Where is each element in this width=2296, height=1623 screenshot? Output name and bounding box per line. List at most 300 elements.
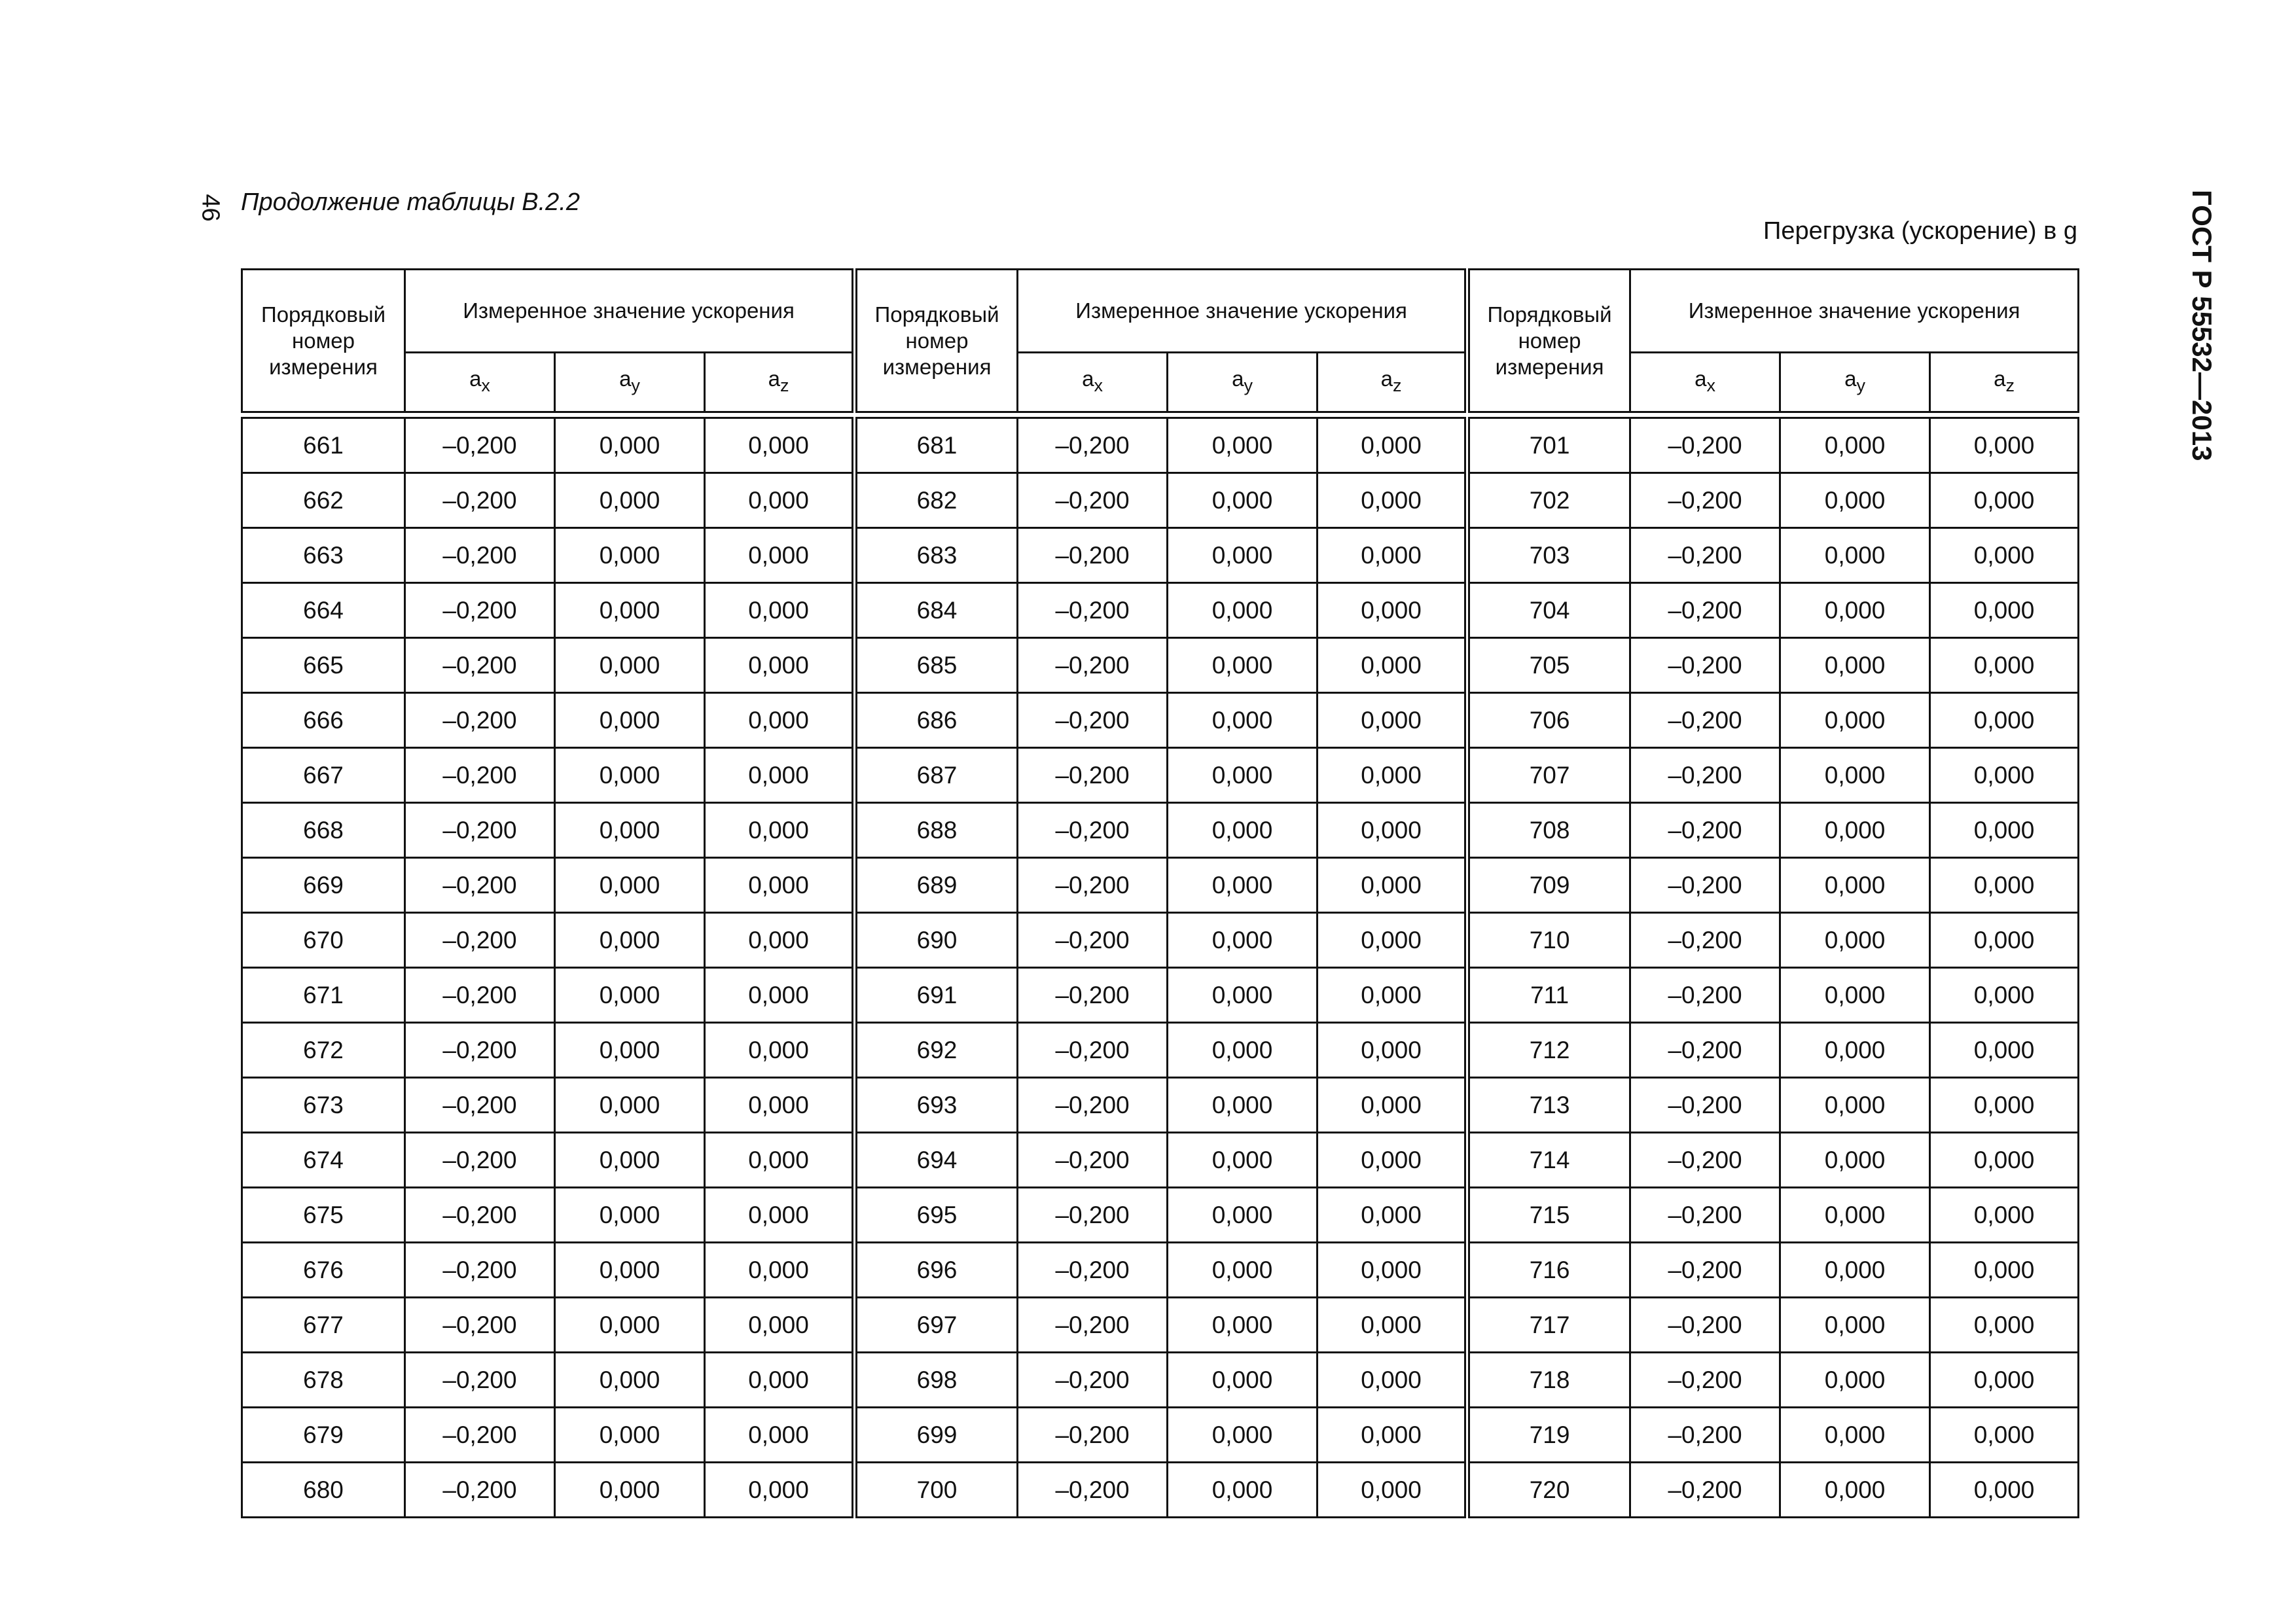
column-header-ay bbox=[1168, 353, 1318, 412]
header-row-axes bbox=[242, 353, 2079, 412]
az-cell: 0,000 bbox=[1930, 1078, 2079, 1133]
ay-cell: 0,000 bbox=[1168, 913, 1318, 968]
ax-cell: –0,200 bbox=[1018, 528, 1168, 583]
az-cell: 0,000 bbox=[1930, 1353, 2079, 1408]
axis-letter: a bbox=[1082, 366, 1094, 391]
table-row bbox=[242, 1188, 2079, 1243]
axis-letter: a bbox=[1695, 366, 1707, 391]
column-header-measured: Измеренное значение ускорения bbox=[1630, 270, 2079, 353]
ay-cell: 0,000 bbox=[1168, 1408, 1318, 1463]
ax-cell: –0,200 bbox=[405, 968, 555, 1023]
az-cell: 0,000 bbox=[705, 913, 855, 968]
index-cell: 675 bbox=[242, 1188, 405, 1243]
ay-cell: 0,000 bbox=[555, 1023, 705, 1078]
az-cell: 0,000 bbox=[705, 1078, 855, 1133]
index-cell: 708 bbox=[1467, 803, 1630, 858]
ay-cell: 0,000 bbox=[1780, 1408, 1930, 1463]
header-row-top bbox=[242, 270, 2079, 353]
ax-cell: –0,200 bbox=[1630, 583, 1780, 638]
ay-cell: 0,000 bbox=[1780, 748, 1930, 803]
ax-cell: –0,200 bbox=[1630, 803, 1780, 858]
index-cell: 699 bbox=[855, 1408, 1018, 1463]
table-row bbox=[242, 1243, 2079, 1298]
column-header-ax bbox=[405, 353, 555, 412]
ay-cell: 0,000 bbox=[1168, 1023, 1318, 1078]
column-header-index: Порядковый номер измерения bbox=[855, 270, 1018, 412]
index-cell: 703 bbox=[1467, 528, 1630, 583]
az-cell: 0,000 bbox=[705, 748, 855, 803]
az-cell: 0,000 bbox=[1930, 748, 2079, 803]
ay-cell: 0,000 bbox=[555, 803, 705, 858]
az-cell: 0,000 bbox=[1930, 418, 2079, 473]
ay-cell: 0,000 bbox=[555, 1078, 705, 1133]
axis-subscript: z bbox=[780, 376, 789, 395]
index-cell: 706 bbox=[1467, 693, 1630, 748]
index-cell: 687 bbox=[855, 748, 1018, 803]
ay-cell: 0,000 bbox=[555, 1243, 705, 1298]
ay-cell: 0,000 bbox=[1780, 583, 1930, 638]
ax-cell: –0,200 bbox=[405, 638, 555, 693]
index-cell: 674 bbox=[242, 1133, 405, 1188]
ax-cell: –0,200 bbox=[405, 1023, 555, 1078]
ay-cell: 0,000 bbox=[1168, 693, 1318, 748]
index-cell: 676 bbox=[242, 1243, 405, 1298]
table-row bbox=[242, 528, 2079, 583]
ax-cell: –0,200 bbox=[405, 1298, 555, 1353]
table-row bbox=[242, 473, 2079, 528]
ay-cell: 0,000 bbox=[1780, 638, 1930, 693]
index-cell: 662 bbox=[242, 473, 405, 528]
az-cell: 0,000 bbox=[1318, 473, 1467, 528]
az-cell: 0,000 bbox=[1930, 638, 2079, 693]
axis-subscript: y bbox=[1244, 376, 1253, 395]
ax-cell: –0,200 bbox=[1018, 803, 1168, 858]
az-cell: 0,000 bbox=[1318, 583, 1467, 638]
ax-cell: –0,200 bbox=[1018, 418, 1168, 473]
ay-cell: 0,000 bbox=[555, 693, 705, 748]
ax-cell: –0,200 bbox=[1630, 1243, 1780, 1298]
table-row bbox=[242, 418, 2079, 473]
ax-cell: –0,200 bbox=[1018, 583, 1168, 638]
axis-letter: a bbox=[1844, 366, 1857, 391]
ax-cell: –0,200 bbox=[405, 418, 555, 473]
az-cell: 0,000 bbox=[1318, 693, 1467, 748]
header-separator bbox=[242, 412, 2079, 418]
index-cell: 670 bbox=[242, 913, 405, 968]
index-cell: 677 bbox=[242, 1298, 405, 1353]
ay-cell: 0,000 bbox=[1780, 528, 1930, 583]
ax-cell: –0,200 bbox=[1018, 1353, 1168, 1408]
ay-cell: 0,000 bbox=[555, 1133, 705, 1188]
index-cell: 686 bbox=[855, 693, 1018, 748]
ax-cell: –0,200 bbox=[1018, 968, 1168, 1023]
az-cell: 0,000 bbox=[1930, 968, 2079, 1023]
az-cell: 0,000 bbox=[1930, 803, 2079, 858]
ay-cell: 0,000 bbox=[1780, 473, 1930, 528]
az-cell: 0,000 bbox=[1930, 1298, 2079, 1353]
az-cell: 0,000 bbox=[705, 1463, 855, 1518]
az-cell: 0,000 bbox=[1318, 1133, 1467, 1188]
column-header-index: Порядковый номер измерения bbox=[1467, 270, 1630, 412]
az-cell: 0,000 bbox=[1930, 1023, 2079, 1078]
ax-cell: –0,200 bbox=[1630, 1463, 1780, 1518]
az-cell: 0,000 bbox=[1318, 418, 1467, 473]
table-row bbox=[242, 1078, 2079, 1133]
ay-cell: 0,000 bbox=[1168, 748, 1318, 803]
ay-cell: 0,000 bbox=[1780, 1023, 1930, 1078]
ax-cell: –0,200 bbox=[405, 1243, 555, 1298]
axis-subscript: z bbox=[1392, 376, 1402, 395]
acceleration-table bbox=[241, 268, 2079, 1518]
table-caption: Продолжение таблицы В.2.2 bbox=[241, 188, 580, 216]
ay-cell: 0,000 bbox=[555, 858, 705, 913]
az-cell: 0,000 bbox=[705, 528, 855, 583]
ay-cell: 0,000 bbox=[555, 1298, 705, 1353]
ax-cell: –0,200 bbox=[1018, 1463, 1168, 1518]
ax-cell: –0,200 bbox=[1630, 968, 1780, 1023]
az-cell: 0,000 bbox=[1930, 528, 2079, 583]
az-cell: 0,000 bbox=[705, 968, 855, 1023]
column-header-measured: Измеренное значение ускорения bbox=[405, 270, 855, 353]
index-cell: 661 bbox=[242, 418, 405, 473]
az-cell: 0,000 bbox=[705, 1188, 855, 1243]
table-row bbox=[242, 693, 2079, 748]
index-cell: 719 bbox=[1467, 1408, 1630, 1463]
index-cell: 713 bbox=[1467, 1078, 1630, 1133]
axis-letter: a bbox=[469, 366, 482, 391]
ay-cell: 0,000 bbox=[555, 1353, 705, 1408]
table-row bbox=[242, 968, 2079, 1023]
ay-cell: 0,000 bbox=[555, 638, 705, 693]
az-cell: 0,000 bbox=[705, 1353, 855, 1408]
index-cell: 709 bbox=[1467, 858, 1630, 913]
az-cell: 0,000 bbox=[705, 418, 855, 473]
table-row bbox=[242, 1408, 2079, 1463]
ay-cell: 0,000 bbox=[1780, 1133, 1930, 1188]
az-cell: 0,000 bbox=[1318, 528, 1467, 583]
index-cell: 702 bbox=[1467, 473, 1630, 528]
ay-cell: 0,000 bbox=[1168, 858, 1318, 913]
az-cell: 0,000 bbox=[1318, 913, 1467, 968]
ax-cell: –0,200 bbox=[1018, 858, 1168, 913]
ax-cell: –0,200 bbox=[1018, 1243, 1168, 1298]
ay-cell: 0,000 bbox=[555, 913, 705, 968]
index-cell: 684 bbox=[855, 583, 1018, 638]
index-cell: 691 bbox=[855, 968, 1018, 1023]
az-cell: 0,000 bbox=[1930, 858, 2079, 913]
az-cell: 0,000 bbox=[1930, 1133, 2079, 1188]
az-cell: 0,000 bbox=[1930, 693, 2079, 748]
index-cell: 697 bbox=[855, 1298, 1018, 1353]
az-cell: 0,000 bbox=[1930, 1243, 2079, 1298]
ay-cell: 0,000 bbox=[555, 1188, 705, 1243]
az-cell: 0,000 bbox=[1318, 968, 1467, 1023]
index-cell: 667 bbox=[242, 748, 405, 803]
ay-cell: 0,000 bbox=[1168, 968, 1318, 1023]
index-cell: 711 bbox=[1467, 968, 1630, 1023]
ay-cell: 0,000 bbox=[1168, 1298, 1318, 1353]
ay-cell: 0,000 bbox=[555, 473, 705, 528]
ay-cell: 0,000 bbox=[555, 583, 705, 638]
ax-cell: –0,200 bbox=[1630, 1408, 1780, 1463]
az-cell: 0,000 bbox=[1930, 473, 2079, 528]
index-cell: 682 bbox=[855, 473, 1018, 528]
column-header-index: Порядковый номер измерения bbox=[242, 270, 405, 412]
ax-cell: –0,200 bbox=[1630, 473, 1780, 528]
ay-cell: 0,000 bbox=[1780, 693, 1930, 748]
header-separator-line bbox=[242, 412, 2079, 418]
ax-cell: –0,200 bbox=[405, 803, 555, 858]
az-cell: 0,000 bbox=[705, 638, 855, 693]
ax-cell: –0,200 bbox=[405, 583, 555, 638]
ay-cell: 0,000 bbox=[1168, 1188, 1318, 1243]
column-header-measured: Измеренное значение ускорения bbox=[1018, 270, 1467, 353]
ax-cell: –0,200 bbox=[1018, 1023, 1168, 1078]
ay-cell: 0,000 bbox=[1780, 1353, 1930, 1408]
ax-cell: –0,200 bbox=[405, 858, 555, 913]
ay-cell: 0,000 bbox=[1168, 1133, 1318, 1188]
ax-cell: –0,200 bbox=[1630, 913, 1780, 968]
index-cell: 707 bbox=[1467, 748, 1630, 803]
ax-cell: –0,200 bbox=[1018, 1408, 1168, 1463]
axis-letter: a bbox=[619, 366, 632, 391]
ax-cell: –0,200 bbox=[1630, 1023, 1780, 1078]
index-cell: 672 bbox=[242, 1023, 405, 1078]
ax-cell: –0,200 bbox=[405, 1188, 555, 1243]
index-cell: 701 bbox=[1467, 418, 1630, 473]
ax-cell: –0,200 bbox=[1018, 1298, 1168, 1353]
index-cell: 669 bbox=[242, 858, 405, 913]
az-cell: 0,000 bbox=[1318, 1353, 1467, 1408]
ax-cell: –0,200 bbox=[405, 693, 555, 748]
ay-cell: 0,000 bbox=[1168, 473, 1318, 528]
unit-note: Перегрузка (ускорение) в g bbox=[1763, 217, 2077, 245]
ax-cell: –0,200 bbox=[1018, 473, 1168, 528]
axis-letter: a bbox=[768, 366, 780, 391]
index-cell: 668 bbox=[242, 803, 405, 858]
ay-cell: 0,000 bbox=[1780, 1188, 1930, 1243]
index-cell: 685 bbox=[855, 638, 1018, 693]
az-cell: 0,000 bbox=[705, 693, 855, 748]
ax-cell: –0,200 bbox=[405, 1353, 555, 1408]
ax-cell: –0,200 bbox=[1018, 1133, 1168, 1188]
ax-cell: –0,200 bbox=[1630, 528, 1780, 583]
table-body bbox=[242, 418, 2079, 1518]
axis-subscript: x bbox=[481, 376, 490, 395]
ax-cell: –0,200 bbox=[405, 913, 555, 968]
ay-cell: 0,000 bbox=[1780, 968, 1930, 1023]
az-cell: 0,000 bbox=[1318, 1188, 1467, 1243]
az-cell: 0,000 bbox=[1318, 803, 1467, 858]
ay-cell: 0,000 bbox=[555, 528, 705, 583]
index-cell: 692 bbox=[855, 1023, 1018, 1078]
table-row bbox=[242, 1353, 2079, 1408]
axis-subscript: x bbox=[1094, 376, 1103, 395]
az-cell: 0,000 bbox=[1930, 1408, 2079, 1463]
az-cell: 0,000 bbox=[1318, 1408, 1467, 1463]
az-cell: 0,000 bbox=[705, 803, 855, 858]
ay-cell: 0,000 bbox=[1780, 1298, 1930, 1353]
az-cell: 0,000 bbox=[1318, 1243, 1467, 1298]
column-header-ax bbox=[1630, 353, 1780, 412]
index-cell: 663 bbox=[242, 528, 405, 583]
ay-cell: 0,000 bbox=[555, 968, 705, 1023]
ax-cell: –0,200 bbox=[1630, 1353, 1780, 1408]
az-cell: 0,000 bbox=[1318, 1078, 1467, 1133]
ax-cell: –0,200 bbox=[405, 528, 555, 583]
index-cell: 693 bbox=[855, 1078, 1018, 1133]
ay-cell: 0,000 bbox=[555, 1408, 705, 1463]
ay-cell: 0,000 bbox=[555, 1463, 705, 1518]
index-cell: 720 bbox=[1467, 1463, 1630, 1518]
column-header-az bbox=[705, 353, 855, 412]
ax-cell: –0,200 bbox=[1018, 1188, 1168, 1243]
az-cell: 0,000 bbox=[1318, 638, 1467, 693]
index-cell: 716 bbox=[1467, 1243, 1630, 1298]
table-row bbox=[242, 1133, 2079, 1188]
ay-cell: 0,000 bbox=[1780, 803, 1930, 858]
az-cell: 0,000 bbox=[705, 1298, 855, 1353]
az-cell: 0,000 bbox=[705, 1408, 855, 1463]
az-cell: 0,000 bbox=[705, 1133, 855, 1188]
az-cell: 0,000 bbox=[1930, 1188, 2079, 1243]
axis-subscript: z bbox=[2005, 376, 2015, 395]
ax-cell: –0,200 bbox=[1018, 638, 1168, 693]
index-cell: 664 bbox=[242, 583, 405, 638]
ay-cell: 0,000 bbox=[1168, 1463, 1318, 1518]
index-cell: 688 bbox=[855, 803, 1018, 858]
axis-subscript: y bbox=[631, 376, 640, 395]
index-cell: 689 bbox=[855, 858, 1018, 913]
index-cell: 696 bbox=[855, 1243, 1018, 1298]
index-cell: 694 bbox=[855, 1133, 1018, 1188]
ay-cell: 0,000 bbox=[1780, 1243, 1930, 1298]
ay-cell: 0,000 bbox=[1780, 418, 1930, 473]
ax-cell: –0,200 bbox=[1630, 858, 1780, 913]
index-cell: 695 bbox=[855, 1188, 1018, 1243]
axis-subscript: y bbox=[1856, 376, 1865, 395]
az-cell: 0,000 bbox=[705, 583, 855, 638]
ay-cell: 0,000 bbox=[555, 418, 705, 473]
ay-cell: 0,000 bbox=[1780, 913, 1930, 968]
table-row bbox=[242, 638, 2079, 693]
table-row bbox=[242, 1463, 2079, 1518]
az-cell: 0,000 bbox=[1930, 1463, 2079, 1518]
index-cell: 673 bbox=[242, 1078, 405, 1133]
column-header-ay bbox=[1780, 353, 1930, 412]
ay-cell: 0,000 bbox=[1168, 528, 1318, 583]
ay-cell: 0,000 bbox=[555, 748, 705, 803]
index-cell: 705 bbox=[1467, 638, 1630, 693]
index-cell: 683 bbox=[855, 528, 1018, 583]
ax-cell: –0,200 bbox=[1630, 748, 1780, 803]
index-cell: 666 bbox=[242, 693, 405, 748]
ay-cell: 0,000 bbox=[1780, 858, 1930, 913]
az-cell: 0,000 bbox=[1930, 913, 2079, 968]
index-cell: 712 bbox=[1467, 1023, 1630, 1078]
index-cell: 704 bbox=[1467, 583, 1630, 638]
ax-cell: –0,200 bbox=[405, 748, 555, 803]
ay-cell: 0,000 bbox=[1168, 1078, 1318, 1133]
axis-letter: a bbox=[1380, 366, 1393, 391]
ax-cell: –0,200 bbox=[1630, 1133, 1780, 1188]
az-cell: 0,000 bbox=[705, 1243, 855, 1298]
column-header-ax bbox=[1018, 353, 1168, 412]
ax-cell: –0,200 bbox=[405, 1408, 555, 1463]
az-cell: 0,000 bbox=[1318, 1463, 1467, 1518]
ay-cell: 0,000 bbox=[1168, 583, 1318, 638]
axis-letter: a bbox=[1994, 366, 2006, 391]
ax-cell: –0,200 bbox=[405, 1078, 555, 1133]
index-cell: 681 bbox=[855, 418, 1018, 473]
index-cell: 680 bbox=[242, 1463, 405, 1518]
ax-cell: –0,200 bbox=[1630, 1188, 1780, 1243]
index-cell: 671 bbox=[242, 968, 405, 1023]
column-header-az bbox=[1930, 353, 2079, 412]
ax-cell: –0,200 bbox=[1630, 693, 1780, 748]
column-header-ay bbox=[555, 353, 705, 412]
index-cell: 679 bbox=[242, 1408, 405, 1463]
az-cell: 0,000 bbox=[1930, 583, 2079, 638]
index-cell: 698 bbox=[855, 1353, 1018, 1408]
ax-cell: –0,200 bbox=[405, 473, 555, 528]
ay-cell: 0,000 bbox=[1168, 418, 1318, 473]
ay-cell: 0,000 bbox=[1168, 1243, 1318, 1298]
az-cell: 0,000 bbox=[705, 473, 855, 528]
ax-cell: –0,200 bbox=[1630, 1298, 1780, 1353]
index-cell: 710 bbox=[1467, 913, 1630, 968]
ay-cell: 0,000 bbox=[1168, 803, 1318, 858]
axis-letter: a bbox=[1232, 366, 1244, 391]
index-cell: 718 bbox=[1467, 1353, 1630, 1408]
index-cell: 715 bbox=[1467, 1188, 1630, 1243]
ax-cell: –0,200 bbox=[1630, 418, 1780, 473]
table-row bbox=[242, 748, 2079, 803]
table-row bbox=[242, 1023, 2079, 1078]
az-cell: 0,000 bbox=[1318, 858, 1467, 913]
az-cell: 0,000 bbox=[1318, 1298, 1467, 1353]
ay-cell: 0,000 bbox=[1168, 1353, 1318, 1408]
index-cell: 678 bbox=[242, 1353, 405, 1408]
az-cell: 0,000 bbox=[705, 1023, 855, 1078]
ax-cell: –0,200 bbox=[1018, 913, 1168, 968]
table-row bbox=[242, 583, 2079, 638]
index-cell: 717 bbox=[1467, 1298, 1630, 1353]
axis-subscript: x bbox=[1706, 376, 1715, 395]
ax-cell: –0,200 bbox=[1630, 1078, 1780, 1133]
ax-cell: –0,200 bbox=[1018, 1078, 1168, 1133]
index-cell: 714 bbox=[1467, 1133, 1630, 1188]
table-row bbox=[242, 803, 2079, 858]
ax-cell: –0,200 bbox=[1018, 693, 1168, 748]
table-row bbox=[242, 858, 2079, 913]
table-row bbox=[242, 1298, 2079, 1353]
ay-cell: 0,000 bbox=[1780, 1463, 1930, 1518]
index-cell: 700 bbox=[855, 1463, 1018, 1518]
ax-cell: –0,200 bbox=[405, 1463, 555, 1518]
ay-cell: 0,000 bbox=[1780, 1078, 1930, 1133]
ay-cell: 0,000 bbox=[1168, 638, 1318, 693]
az-cell: 0,000 bbox=[705, 858, 855, 913]
az-cell: 0,000 bbox=[1318, 748, 1467, 803]
index-cell: 690 bbox=[855, 913, 1018, 968]
ax-cell: –0,200 bbox=[1018, 748, 1168, 803]
table-row bbox=[242, 913, 2079, 968]
document-code: ГОСТ Р 55532—2013 bbox=[2187, 190, 2217, 461]
ax-cell: –0,200 bbox=[405, 1133, 555, 1188]
index-cell: 665 bbox=[242, 638, 405, 693]
page-number: 46 bbox=[196, 194, 224, 222]
